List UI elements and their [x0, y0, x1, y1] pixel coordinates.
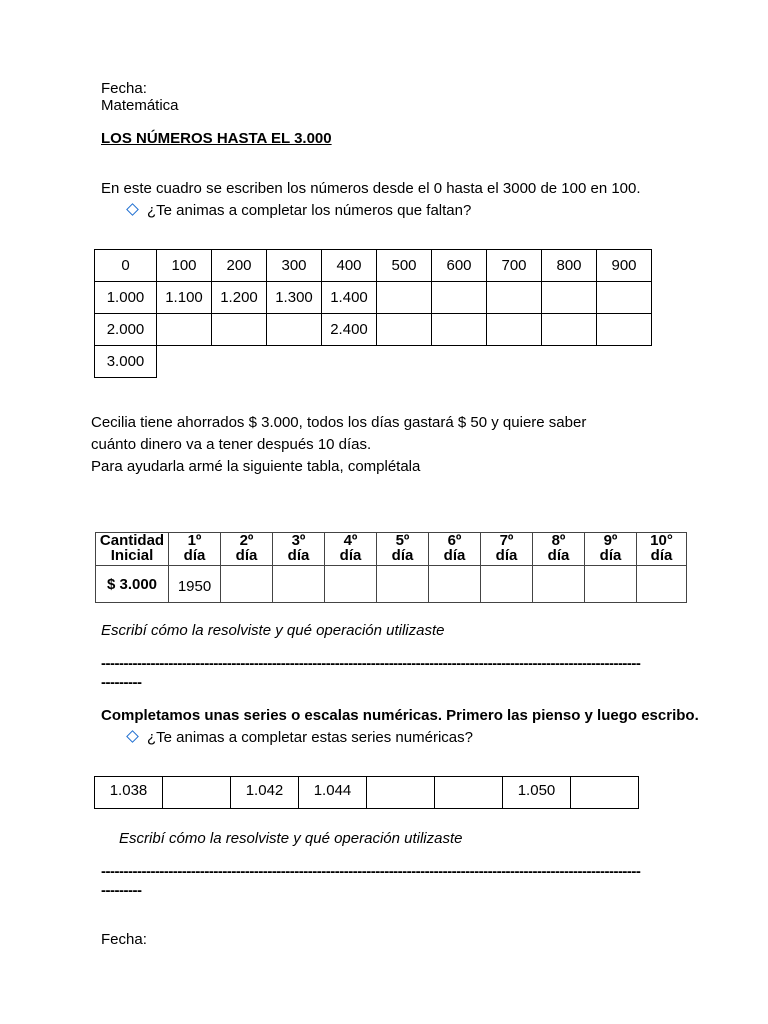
blank-cell[interactable]	[585, 566, 637, 603]
table-cell: 1.042	[231, 777, 299, 809]
blank-cell[interactable]	[163, 777, 231, 809]
explain-prompt-2: Escribí cómo la resolviste y qué operación utilizaste	[119, 830, 463, 847]
intro-text: En este cuadro se escriben los números desde el 0 hasta el 3000 de 100 en 100.	[101, 180, 641, 197]
header-cell: Cantidad Inicial	[96, 533, 169, 566]
blank-cell[interactable]	[273, 566, 325, 603]
header-cell: 3º día	[273, 533, 325, 566]
blank-cell[interactable]	[435, 777, 503, 809]
initial-amount-cell: $ 3.000	[96, 566, 169, 603]
series-heading: Completamos unas series o escalas numéricas. Primero las pienso y luego escribo.	[101, 707, 699, 724]
subject-label: Matemática	[101, 97, 179, 114]
blank-cell[interactable]	[487, 314, 542, 346]
diamond-bullet-icon	[126, 730, 139, 743]
blank-cell[interactable]	[157, 314, 212, 346]
problem-line-1: Cecilia tiene ahorrados $ 3.000, todos los días gastará $ 50 y quiere saber	[91, 414, 587, 431]
table-header-row	[96, 533, 687, 566]
table-cell: 1950	[169, 566, 221, 603]
empty-space	[157, 346, 652, 378]
problem-line-2: cuánto dinero va a tener después 10 días.	[91, 436, 372, 453]
header-cell: 2º día	[221, 533, 273, 566]
table-cell: 2.400	[322, 314, 377, 346]
header-cell: 8º día	[533, 533, 585, 566]
table-row	[95, 314, 652, 346]
bullet-text-2: ¿Te animas a completar estas series numéricas?	[147, 729, 473, 746]
header-cell: 5º día	[377, 533, 429, 566]
blank-cell[interactable]	[481, 566, 533, 603]
table-row	[95, 346, 652, 378]
table-cell: 400	[322, 250, 377, 282]
table-cell: 1.044	[299, 777, 367, 809]
blank-cell[interactable]	[597, 282, 652, 314]
blank-cell[interactable]	[487, 282, 542, 314]
explain-prompt-1: Escribí cómo la resolviste y qué operación utilizaste	[101, 622, 445, 639]
blank-cell[interactable]	[533, 566, 585, 603]
table-cell: 3.000	[95, 346, 157, 378]
table-cell: 0	[95, 250, 157, 282]
answer-line-2-cont: ---------	[101, 882, 142, 899]
table-cell: 600	[432, 250, 487, 282]
blank-cell[interactable]	[429, 566, 481, 603]
header-cell: 9º día	[585, 533, 637, 566]
blank-cell[interactable]	[432, 282, 487, 314]
table-row	[95, 282, 652, 314]
table-cell: 1.038	[95, 777, 163, 809]
blank-cell[interactable]	[325, 566, 377, 603]
header-cell: 10° día	[637, 533, 687, 566]
blank-cell[interactable]	[221, 566, 273, 603]
diamond-bullet-icon	[126, 203, 139, 216]
blank-cell[interactable]	[267, 314, 322, 346]
blank-cell[interactable]	[571, 777, 639, 809]
blank-cell[interactable]	[542, 282, 597, 314]
table-cell: 900	[597, 250, 652, 282]
answer-line-1-cont: ---------	[101, 674, 142, 691]
blank-cell[interactable]	[542, 314, 597, 346]
header-cell: 7º día	[481, 533, 533, 566]
numbers-table	[94, 249, 652, 378]
table-cell: 1.400	[322, 282, 377, 314]
blank-cell[interactable]	[597, 314, 652, 346]
blank-cell[interactable]	[377, 314, 432, 346]
table-cell: 2.000	[95, 314, 157, 346]
table-cell: 200	[212, 250, 267, 282]
footer-fecha-label: Fecha:	[101, 931, 147, 948]
blank-cell[interactable]	[377, 566, 429, 603]
problem-line-3: Para ayudarla armé la siguiente tabla, complétala	[91, 458, 421, 475]
table-row	[96, 566, 687, 603]
table-cell: 1.100	[157, 282, 212, 314]
blank-cell[interactable]	[212, 314, 267, 346]
fecha-label: Fecha:	[101, 80, 147, 97]
table-cell: 700	[487, 250, 542, 282]
table-cell: 1.200	[212, 282, 267, 314]
table-cell: 500	[377, 250, 432, 282]
table-row	[95, 250, 652, 282]
table-cell: 300	[267, 250, 322, 282]
savings-table	[95, 532, 687, 603]
answer-line-2[interactable]: ------------------------------------------------------------------------------------------------------------------------	[101, 863, 641, 880]
answer-line-1[interactable]: ------------------------------------------------------------------------------------------------------------------------	[101, 655, 641, 672]
blank-cell[interactable]	[377, 282, 432, 314]
table-row	[95, 777, 639, 809]
header-cell: 1º día	[169, 533, 221, 566]
blank-cell[interactable]	[367, 777, 435, 809]
blank-cell[interactable]	[637, 566, 687, 603]
table-cell: 1.000	[95, 282, 157, 314]
bullet-text-1: ¿Te animas a completar los números que faltan?	[147, 202, 472, 219]
table-cell: 100	[157, 250, 212, 282]
header-cell: 6º día	[429, 533, 481, 566]
table-cell: 1.050	[503, 777, 571, 809]
series-table	[94, 776, 639, 809]
table-cell: 1.300	[267, 282, 322, 314]
page-title: LOS NÚMEROS HASTA EL 3.000	[101, 130, 332, 147]
blank-cell[interactable]	[432, 314, 487, 346]
table-cell: 800	[542, 250, 597, 282]
header-cell: 4º día	[325, 533, 377, 566]
